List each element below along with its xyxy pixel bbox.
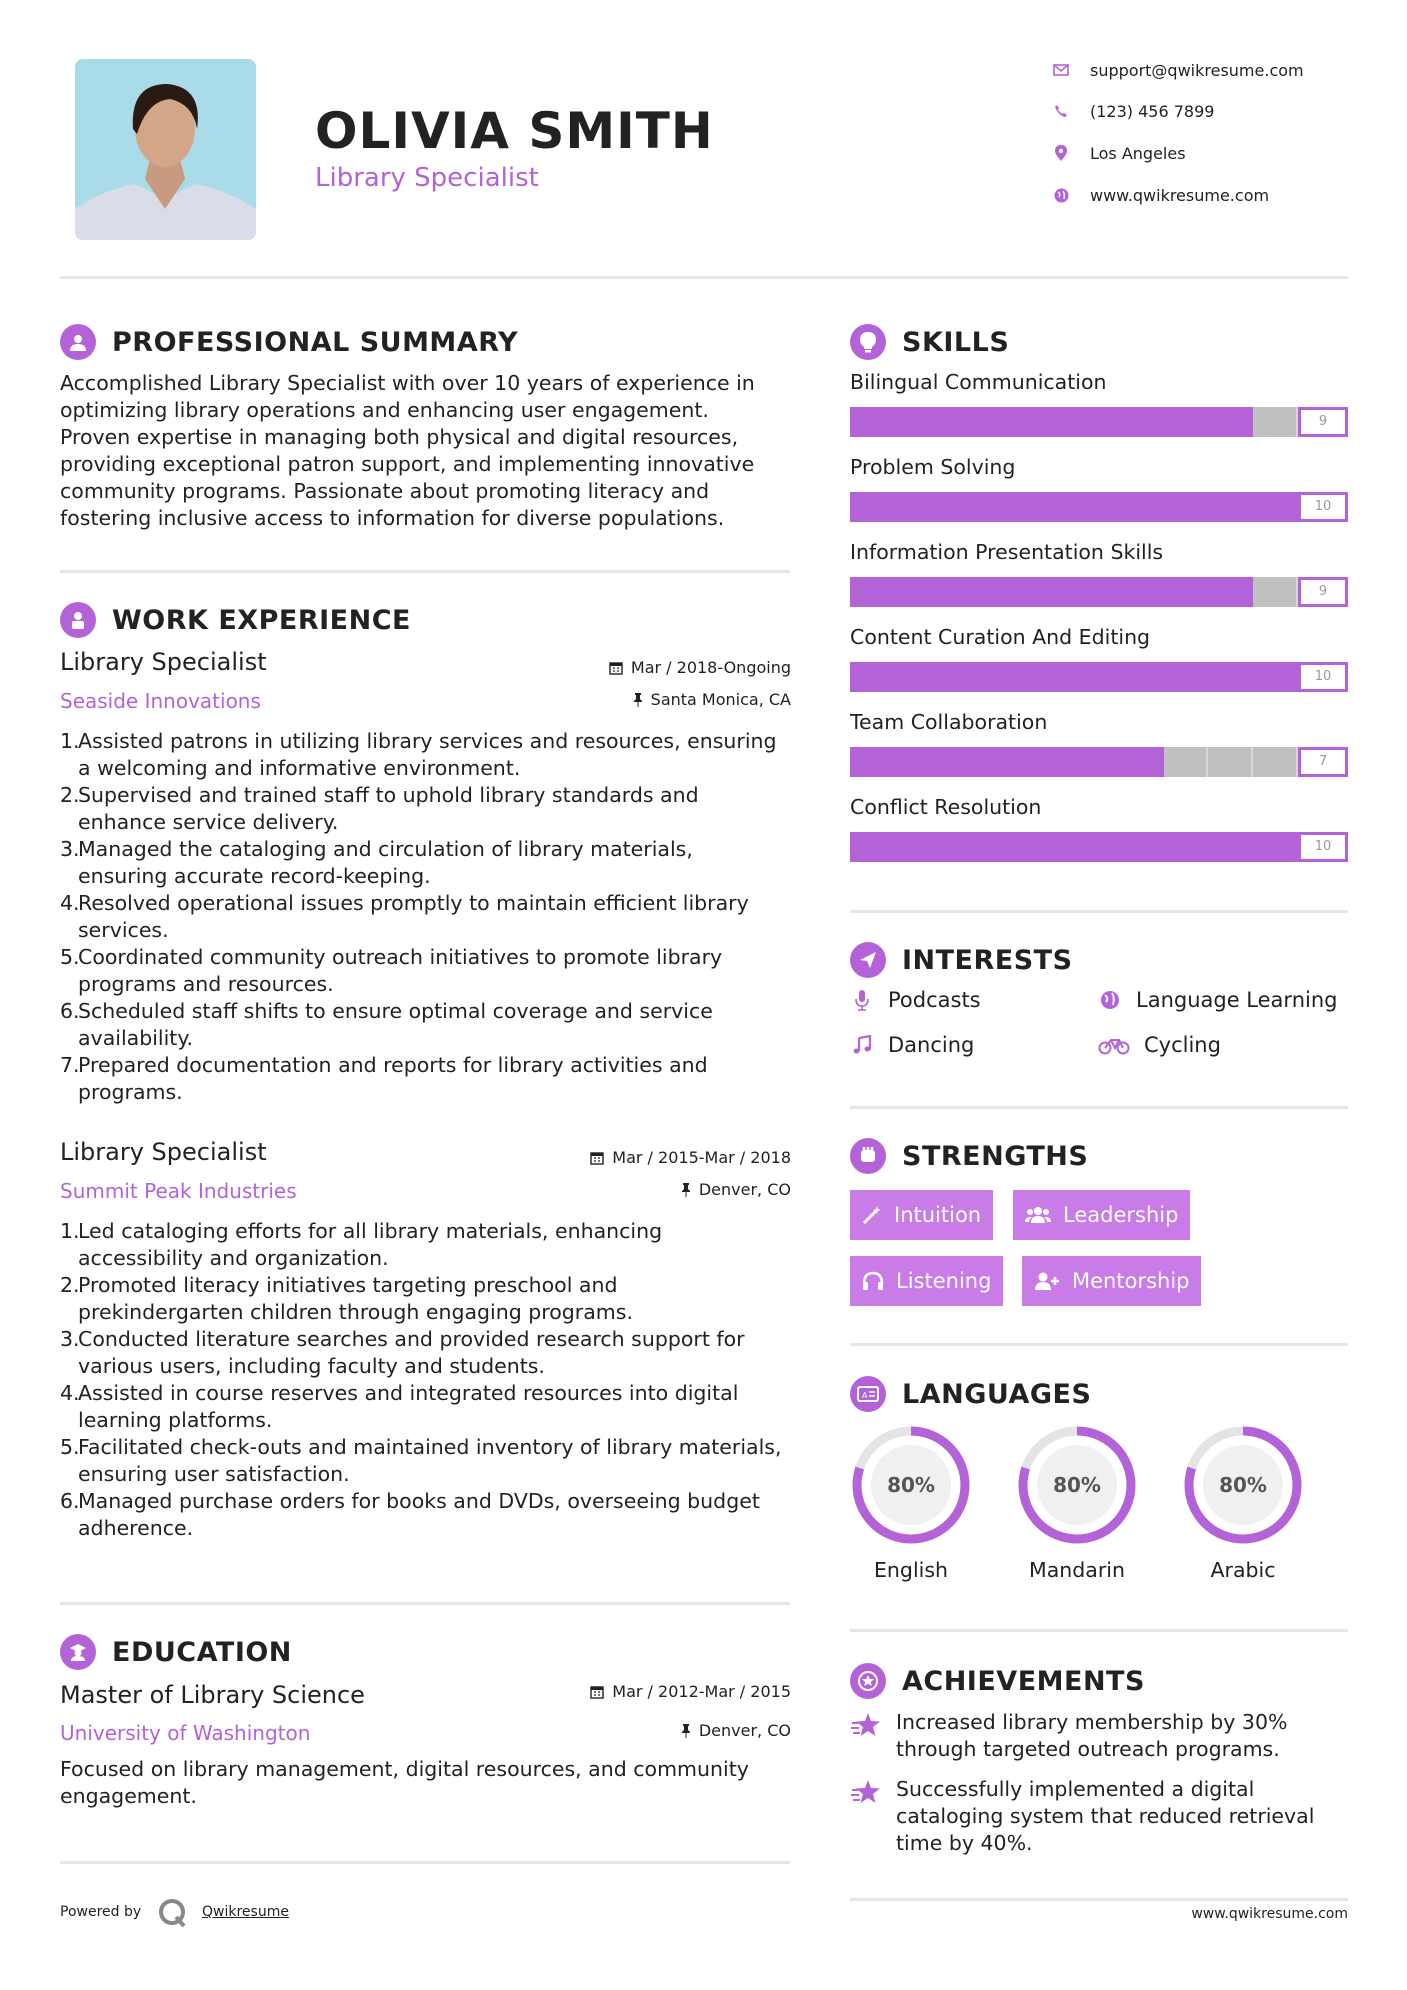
skill-bar-segment <box>1164 492 1209 522</box>
skill-bar-segment <box>1119 492 1164 522</box>
language-name: Mandarin <box>1029 1558 1125 1582</box>
header-divider <box>60 276 1348 279</box>
skill-bar-segment <box>940 577 985 607</box>
globe-icon <box>1050 184 1072 206</box>
skill-bar-segment <box>1074 577 1119 607</box>
skill-bar-segment <box>850 662 895 692</box>
skill-bar-segment <box>1164 832 1209 862</box>
education-heading <box>60 1634 292 1670</box>
education-description: Focused on library management, digital resources, and community engagement. <box>60 1757 749 1808</box>
skill-bar-segment <box>940 662 985 692</box>
strength-tag: Intuition <box>850 1190 993 1240</box>
interests-divider <box>850 1106 1348 1109</box>
candidate-role: Library Specialist <box>315 163 539 193</box>
contact-email[interactable] <box>1050 58 1304 82</box>
magic-wand-icon <box>862 1205 882 1225</box>
skill-bar-segment <box>1029 747 1074 777</box>
interest-item: Podcasts <box>850 988 981 1012</box>
graduation-icon <box>60 1634 96 1670</box>
interests-heading <box>850 942 1073 978</box>
education-date-text: Mar / 2012-Mar / 2015 <box>612 1682 791 1701</box>
summary-line: community programs. Passionate about promoting literacy and <box>60 479 710 503</box>
skill-bar-segment <box>850 407 895 437</box>
languages-title: LANGUAGES <box>902 1378 1092 1410</box>
education-location-text: Denver, CO <box>698 1721 791 1740</box>
language-percent: 80% <box>1053 1473 1101 1497</box>
skill-bar-segment <box>1208 577 1253 607</box>
achievements-heading <box>850 1663 1145 1699</box>
skill-bar-segment <box>895 662 940 692</box>
skill-bar-segment <box>1074 832 1119 862</box>
contact-location <box>1050 141 1186 165</box>
achievement-item: Successfully implemented a digital cataloging system that reduced retrieval time by 40%. <box>850 1776 1350 1857</box>
job-company: Seaside Innovations <box>60 689 261 713</box>
contact-phone[interactable] <box>1050 99 1214 123</box>
skill-bar-segment <box>1253 407 1298 437</box>
job-title: Library Specialist <box>60 1138 267 1166</box>
job-location-text: Santa Monica, CA <box>650 690 791 709</box>
skill-bar-segment <box>1253 832 1298 862</box>
summary-line: providing exceptional patron support, and implementing innovative <box>60 452 755 476</box>
skill-name: Content Curation And Editing <box>850 625 1151 649</box>
skill-bar-segment <box>984 832 1029 862</box>
profile-photo <box>75 59 256 240</box>
work-heading <box>60 602 411 638</box>
skill-bar-segment <box>1119 662 1164 692</box>
skill-bar-segment <box>1253 662 1298 692</box>
skill-bar-segment <box>1029 577 1074 607</box>
fist-icon <box>850 1138 886 1174</box>
lightbulb-icon <box>850 324 886 360</box>
language-ring <box>1182 1424 1304 1546</box>
language-name: English <box>873 1558 949 1582</box>
skill-name: Problem Solving <box>850 455 1016 479</box>
contact-website[interactable] <box>1050 183 1269 207</box>
skill-bar-segment <box>1164 662 1209 692</box>
skill-bar-segment <box>895 492 940 522</box>
achievement-item: Increased library membership by 30% through targeted outreach programs. <box>850 1709 1350 1763</box>
job-date <box>500 658 791 677</box>
skill-bar-segment <box>984 747 1029 777</box>
list-item: 2. Promoted literacy initiatives targeting preschool and prekindergarten children through engaging programs. <box>60 1273 633 1324</box>
job-date-text: Mar / 2018-Ongoing <box>630 658 791 677</box>
skill-name: Bilingual Communication <box>850 370 1107 394</box>
strengths-title: STRENGTHS <box>902 1140 1089 1172</box>
education-title: EDUCATION <box>112 1636 292 1668</box>
candidate-name: OLIVIA SMITH <box>315 102 714 160</box>
language-percent: 80% <box>887 1473 935 1497</box>
paper-plane-icon <box>850 942 886 978</box>
music-icon <box>850 1035 874 1055</box>
skill-bar-segment <box>850 577 895 607</box>
star-icon <box>850 1709 882 1763</box>
degree-title: Master of Library Science <box>60 1681 365 1709</box>
skill-bar-segment <box>895 832 940 862</box>
list-item: 2. Supervised and trained staff to uphold library standards and enhance service delivery. <box>60 783 699 834</box>
skill-bar-segment <box>1208 407 1253 437</box>
map-pin-icon <box>1050 142 1072 164</box>
pin-icon <box>681 1183 691 1197</box>
list-item: 1. Led cataloging efforts for all library materials, enhancing accessibility and organization. <box>60 1219 663 1270</box>
skill-bar-segment <box>1074 662 1119 692</box>
skill-bar-segment <box>1029 832 1074 862</box>
languages-divider <box>850 1629 1348 1632</box>
list-item: 3. Managed the cataloging and circulation of library materials, ensuring accurate record-keeping. <box>60 837 693 888</box>
skill-bar <box>850 577 1298 607</box>
language-card-icon <box>850 1376 886 1412</box>
skill-bar-segment <box>940 747 985 777</box>
calendar-icon <box>590 1151 604 1165</box>
skill-bar-segment <box>1208 832 1253 862</box>
achievements-divider <box>850 1898 1348 1901</box>
globe-icon <box>1098 990 1122 1010</box>
strength-tag: Mentorship <box>1022 1256 1201 1306</box>
work-divider <box>60 1602 790 1605</box>
brand-link[interactable]: Qwikresume <box>202 1904 289 1920</box>
summary-heading <box>60 324 518 360</box>
languages-heading <box>850 1376 1091 1412</box>
star-badge-icon <box>850 1663 886 1699</box>
footer-url[interactable]: www.qwikresume.com <box>1191 1906 1348 1922</box>
powered-by-label: Powered by <box>60 1904 142 1920</box>
job-duties-list <box>60 1218 800 1542</box>
job-duties-list <box>60 728 800 1106</box>
skill-bar-segment <box>850 832 895 862</box>
skill-bar-segment <box>1029 492 1074 522</box>
phone-icon <box>1050 100 1072 122</box>
envelope-icon <box>1050 59 1072 81</box>
skill-level: 9 <box>1298 577 1348 607</box>
job-title: Library Specialist <box>60 648 267 676</box>
skill-bar-segment <box>1253 747 1298 777</box>
skill-bar-segment <box>850 492 895 522</box>
calendar-icon <box>609 661 623 675</box>
skill-bar-segment <box>1208 662 1253 692</box>
education-location <box>500 1721 791 1740</box>
skill-level: 9 <box>1298 407 1348 437</box>
skill-name: Team Collaboration <box>850 710 1048 734</box>
skill-bar-segment <box>1253 492 1298 522</box>
skill-bar-segment <box>984 662 1029 692</box>
language-ring <box>1016 1424 1138 1546</box>
skill-bar-segment <box>1164 407 1209 437</box>
list-item: 7. Prepared documentation and reports for library activities and programs. <box>60 1053 708 1104</box>
svg-text:A: A <box>862 1391 868 1400</box>
skill-name: Conflict Resolution <box>850 795 1042 819</box>
skills-title: SKILLS <box>902 326 1010 358</box>
skill-bar-segment <box>1029 662 1074 692</box>
job-location-text: Denver, CO <box>698 1180 791 1199</box>
strength-tag: Leadership <box>1013 1190 1190 1240</box>
skill-name: Information Presentation Skills <box>850 540 1164 564</box>
skill-bar-segment <box>895 577 940 607</box>
skill-bar-segment <box>1119 407 1164 437</box>
strengths-divider <box>850 1343 1348 1346</box>
achievements-title: ACHIEVEMENTS <box>902 1665 1145 1697</box>
skill-bar-segment <box>1164 577 1209 607</box>
language-percent: 80% <box>1219 1473 1267 1497</box>
skill-bar-segment <box>940 492 985 522</box>
microphone-icon <box>850 989 874 1011</box>
summary-text <box>60 370 800 532</box>
job-location <box>500 1180 791 1199</box>
summary-line: optimizing library operations and enhancing user engagement. <box>60 398 709 422</box>
list-item: 1. Assisted patrons in utilizing library services and resources, ensuring a welcoming and informative environment. <box>60 729 777 780</box>
interests-title: INTERESTS <box>902 944 1073 976</box>
briefcase-icon <box>60 602 96 638</box>
education-divider <box>60 1861 790 1864</box>
skill-bar-segment <box>1029 407 1074 437</box>
summary-divider <box>60 570 790 573</box>
skill-bar <box>850 832 1298 862</box>
list-item: 4. Assisted in course reserves and integrated resources into digital learning platforms. <box>60 1381 739 1432</box>
skill-bar-segment <box>895 747 940 777</box>
skill-bar-segment <box>1074 407 1119 437</box>
school-name: University of Washington <box>60 1721 311 1745</box>
skill-bar-segment <box>1074 492 1119 522</box>
skill-bar <box>850 492 1298 522</box>
summary-title: PROFESSIONAL SUMMARY <box>112 326 519 358</box>
contact-location-text: Los Angeles <box>1090 143 1186 163</box>
skill-bar-segment <box>984 492 1029 522</box>
list-item: 5. Coordinated community outreach initiatives to promote library programs and resources. <box>60 945 723 996</box>
interest-item: Language Learning <box>1098 988 1337 1012</box>
skill-bar-segment <box>1164 747 1209 777</box>
skills-divider <box>850 910 1348 913</box>
pin-icon <box>681 1724 691 1738</box>
education-date <box>500 1682 791 1701</box>
list-item: 6. Scheduled staff shifts to ensure optimal coverage and service availability. <box>60 999 713 1050</box>
work-title: WORK EXPERIENCE <box>112 604 411 636</box>
skill-bar-segment <box>1119 832 1164 862</box>
list-item: 5. Facilitated check-outs and maintained inventory of library materials, ensuring user satisfaction. <box>60 1435 782 1486</box>
skill-bar <box>850 662 1298 692</box>
skill-bar <box>850 407 1298 437</box>
job-date <box>500 1148 791 1167</box>
list-item: 4. Resolved operational issues promptly to maintain efficient library services. <box>60 891 749 942</box>
summary-line: Accomplished Library Specialist with over 10 years of experience in <box>60 371 755 395</box>
headphones-icon <box>862 1271 884 1291</box>
skill-bar-segment <box>1074 747 1119 777</box>
bicycle-icon <box>1098 1035 1130 1055</box>
job-location <box>500 690 791 709</box>
skills-heading <box>850 324 1009 360</box>
interest-item: Dancing <box>850 1033 974 1057</box>
pin-icon <box>633 693 643 707</box>
contact-phone-text: (123) 456 7899 <box>1090 101 1215 121</box>
skill-bar-segment <box>1208 492 1253 522</box>
interest-item: Cycling <box>1098 1033 1221 1057</box>
list-item: 3. Conducted literature searches and provided research support for various users, including faculty and students. <box>60 1327 745 1378</box>
job-company: Summit Peak Industries <box>60 1179 297 1203</box>
skill-bar-segment <box>984 407 1029 437</box>
skill-bar-segment <box>895 407 940 437</box>
strengths-heading <box>850 1138 1088 1174</box>
skill-bar-segment <box>1208 747 1253 777</box>
user-icon <box>60 324 96 360</box>
summary-line: fostering inclusive access to information for diverse populations. <box>60 506 725 530</box>
job-date-text: Mar / 2015-Mar / 2018 <box>612 1148 791 1167</box>
list-item: 6. Managed purchase orders for books and DVDs, overseeing budget adherence. <box>60 1489 760 1540</box>
strength-tag: Listening <box>850 1256 1003 1306</box>
users-icon <box>1025 1205 1051 1225</box>
contact-email-text: support@qwikresume.com <box>1090 60 1304 80</box>
calendar-icon <box>590 1685 604 1699</box>
star-icon <box>850 1776 882 1857</box>
skill-bar-segment <box>850 747 895 777</box>
skill-bar-segment <box>940 832 985 862</box>
language-ring <box>850 1424 972 1546</box>
contact-website-text: www.qwikresume.com <box>1090 185 1270 205</box>
skill-bar-segment <box>1253 577 1298 607</box>
user-plus-icon <box>1034 1271 1060 1291</box>
skill-bar-segment <box>940 407 985 437</box>
skill-bar-segment <box>1119 747 1164 777</box>
qwikresume-logo <box>157 1897 189 1929</box>
skill-level: 7 <box>1298 747 1348 777</box>
skill-bar-segment <box>1119 577 1164 607</box>
skill-level: 10 <box>1298 832 1348 862</box>
summary-line: Proven expertise in managing both physical and digital resources, <box>60 425 739 449</box>
skill-level: 10 <box>1298 662 1348 692</box>
language-name: Arabic <box>1210 1558 1276 1582</box>
skill-bar <box>850 747 1298 777</box>
skill-bar-segment <box>984 577 1029 607</box>
skill-level: 10 <box>1298 492 1348 522</box>
